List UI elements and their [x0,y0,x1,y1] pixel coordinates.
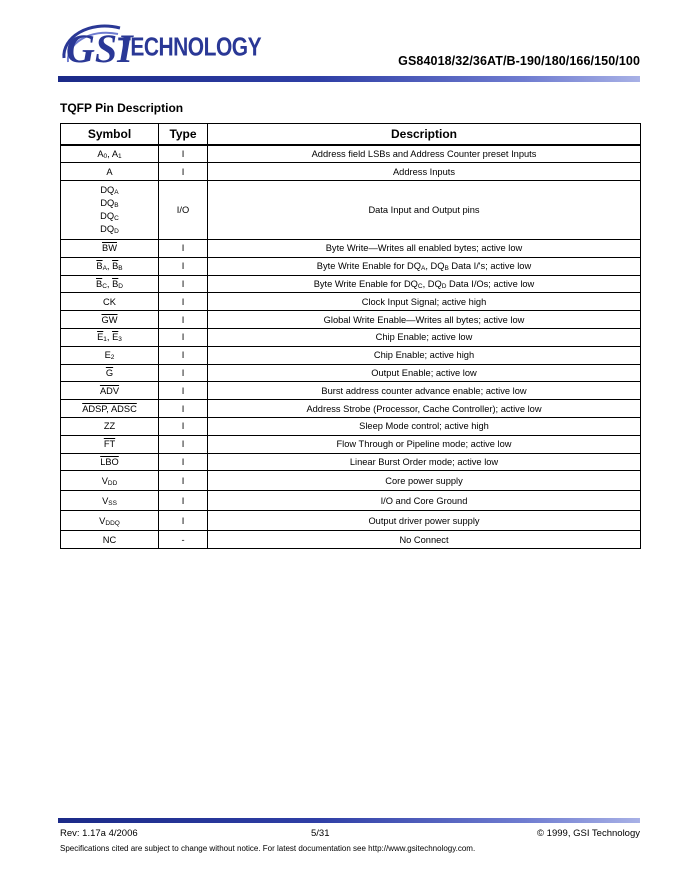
table-row [61,491,641,511]
symbol-cell: VDDQ [61,511,159,531]
description-cell: Sleep Mode control; active high [208,418,641,436]
symbol-cell: A [61,163,159,181]
symbol-cell: $\overline{B}C$, $\overline{B}D$ [61,275,159,293]
table-row [61,531,641,549]
symbol-cell: $\overline{FT}$ [61,435,159,453]
column-header-symbol: Symbol [61,124,159,146]
description-cell: Byte Write Enable for DQC, DQD Data I/Os; active low [208,275,641,293]
table-row [61,293,641,311]
table-row [61,275,641,293]
section-title: TQFP Pin Description [60,101,184,115]
symbol-cell: $\overline{LBO}$ [61,453,159,471]
table-row [61,400,641,418]
type-cell: I [159,163,208,181]
table-row [61,346,641,364]
table-row [61,145,641,163]
type-cell: I [159,400,208,418]
table-header-row [61,124,641,146]
description-cell: Output Enable; active low [208,364,641,382]
description-cell: Chip Enable; active low [208,329,641,347]
symbol-cell: $\overline{G}$ [61,364,159,382]
footer-rule [58,818,640,823]
type-cell: I/O [159,181,208,240]
type-cell: I [159,364,208,382]
svg-text:GSI: GSI [66,26,133,71]
description-cell: Address Strobe (Processor, Cache Controller); active low [208,400,641,418]
description-cell: Flow Through or Pipeline mode; active low [208,435,641,453]
description-cell: Chip Enable; active high [208,346,641,364]
table-row [61,240,641,258]
pin-description-table [60,123,641,549]
table-row [61,453,641,471]
type-cell: I [159,257,208,275]
footer-copyright: © 1999, GSI Technology [537,828,640,839]
type-cell: I [159,311,208,329]
table-row [61,163,641,181]
description-cell: Address field LSBs and Address Counter preset Inputs [208,145,641,163]
symbol-cell: DQA DQB DQC DQD [61,181,159,240]
symbol-cell: CK [61,293,159,311]
type-cell: I [159,329,208,347]
table-row [61,181,641,240]
type-cell: I [159,435,208,453]
type-cell: I [159,491,208,511]
symbol-cell: $\overline{GW}$ [61,311,159,329]
part-number: GS84018/32/36AT/B-190/180/166/150/100 [398,54,640,68]
column-header-type: Type [159,124,208,146]
description-cell: Global Write Enable—Writes all bytes; active low [208,311,641,329]
type-cell: I [159,382,208,400]
description-cell: No Connect [208,531,641,549]
type-cell: I [159,275,208,293]
type-cell: I [159,453,208,471]
type-cell: I [159,346,208,364]
table-row [61,257,641,275]
table-row [61,311,641,329]
symbol-cell: VSS [61,491,159,511]
footer-revision: Rev: 1.17a 4/2006 [60,828,138,839]
table-row [61,382,641,400]
description-cell: I/O and Core Ground [208,491,641,511]
description-cell: Core power supply [208,471,641,491]
table-row [61,511,641,531]
symbol-cell: $\overline{B}A$, $\overline{B}B$ [61,257,159,275]
type-cell: - [159,531,208,549]
type-cell: I [159,471,208,491]
description-cell: Byte Write—Writes all enabled bytes; active low [208,240,641,258]
gsi-logo-graphic [58,18,262,71]
footer-note: Specifications cited are subject to change without notice. For latest documentation see http://www.gsitechnology.com. [60,844,476,853]
description-cell: Output driver power supply [208,511,641,531]
symbol-cell: E2 [61,346,159,364]
table-row [61,471,641,491]
type-cell: I [159,418,208,436]
header-rule [58,76,640,82]
symbol-cell: $\overline{BW}$ [61,240,159,258]
column-header-description: Description [208,124,641,146]
description-cell: Data Input and Output pins [208,181,641,240]
type-cell: I [159,293,208,311]
type-cell: I [159,145,208,163]
table-row [61,329,641,347]
description-cell: Byte Write Enable for DQA, DQB Data I/'s; active low [208,257,641,275]
gsi-technology-logo [58,18,262,71]
type-cell: I [159,240,208,258]
table-row [61,364,641,382]
type-cell: I [159,511,208,531]
description-cell: Linear Burst Order mode; active low [208,453,641,471]
table-row [61,418,641,436]
footer-page-number: 5/31 [311,828,330,839]
svg-text:TECHNOLOGY: TECHNOLOGY [118,32,262,63]
description-cell: Clock Input Signal; active high [208,293,641,311]
symbol-cell: VDD [61,471,159,491]
table-row [61,435,641,453]
symbol-cell: A0, A1 [61,145,159,163]
description-cell: Burst address counter advance enable; active low [208,382,641,400]
symbol-cell: NC [61,531,159,549]
symbol-cell: ADSP, ADSC [61,400,159,418]
description-cell: Address Inputs [208,163,641,181]
symbol-cell: $\overline{ADV}$ [61,382,159,400]
symbol-cell: ZZ [61,418,159,436]
symbol-cell: $\overline{E}1$, $\overline{E}3$ [61,329,159,347]
